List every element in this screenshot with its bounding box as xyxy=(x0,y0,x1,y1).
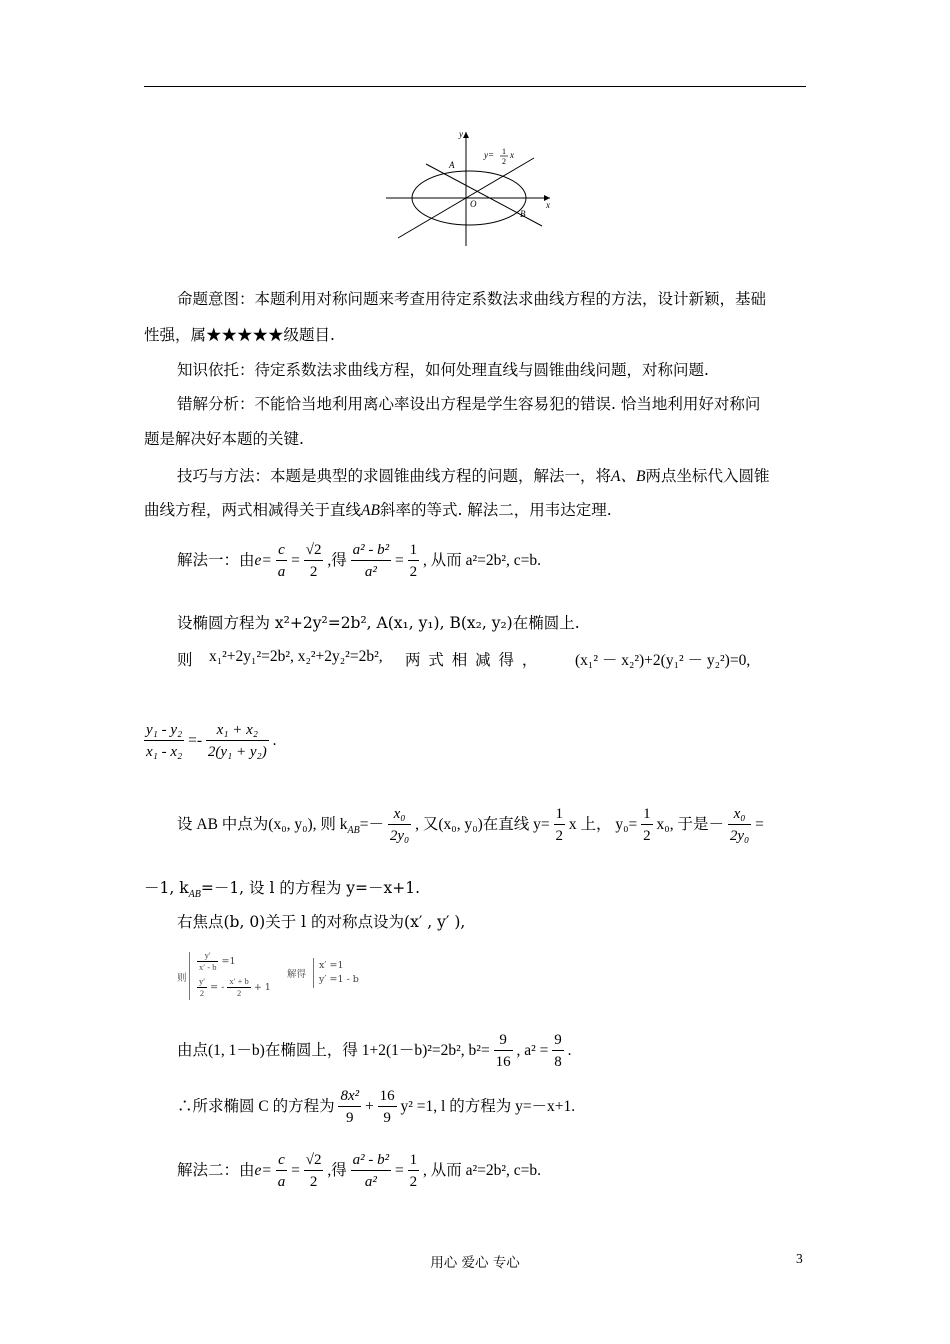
method-line-1: 技巧与方法：本题是典型的求圆锥曲线方程的问题，解法一，将A、B两点坐标代入圆锥 xyxy=(177,467,770,485)
point-line: 由点(1, 1－b)在椭圆上，得 1+2(1－b)²=2b², b²= $\frac{9}{16}$ , a² = $\frac{9}{8}$ . xyxy=(177,1032,572,1070)
frac-1-2: $\frac{1}{2}$ xyxy=(409,542,418,580)
therefore-line: ∴所求椭圆 C 的方程为 $\frac{\text{8x²}}{9}$ + $\frac{16}{9}$ y² =1, l 的方程为 y=－x+1. xyxy=(177,1088,576,1126)
y-axis-label: y xyxy=(459,129,463,139)
solution1-line: 解法一：由e= $\frac{c}{a}$ = $\frac{√2}{2}$ ,得 $\frac{\text{a² - b²}}{\text{a²}}$ = $\frac{1}{2}$ , 从而 a²=2b², c=b. xyxy=(177,540,541,583)
system-equations: 则 $\frac{y'}{x' - b}$ =1 $\frac{y'}{2}$ = - $\frac{x' + b}{2}$ + 1 解得 x′ =1 y′ =1 - b xyxy=(177,950,359,998)
error-line-2: 题是解决好本题的关键. xyxy=(144,430,304,448)
line-label-var: x xyxy=(510,150,514,160)
point-b-label: B xyxy=(520,209,526,219)
header-rule xyxy=(144,86,806,87)
footer-text: 用心 爱心 专心 xyxy=(430,1255,520,1271)
intent-line-1: 命题意图：本题利用对称问题来考查用待定系数法求曲线方程的方法，设计新颖，基础 xyxy=(177,290,767,308)
origin-label: O xyxy=(470,199,477,209)
frac-c-a: $\frac{c}{a}$ xyxy=(277,542,286,580)
subtract-line: 则 x₁²+2y₁²=2b², x₂²+2y₂²=2b², 两 式 相 减 得 ， (x₁² － x₂²)+2(y₁² － y₂²)=0, xyxy=(177,648,751,669)
line-label-lhs: y= xyxy=(484,150,495,160)
error-line-1: 错解分析：不能恰当地利用离心率设出方程是学生容易犯的错误. 恰当地利用好对称问 xyxy=(177,395,761,413)
line-label-den: 2 xyxy=(502,157,506,166)
frac-ab-a2: $\frac{\text{a² - b²}}{\text{a²}}$ xyxy=(352,542,390,580)
intent-line-2: 性强，属★★★★★级题目. xyxy=(144,326,335,344)
ratio-equation: $\frac{\text{y₁ - y₂}}{\text{x₁ - x₂}}$ =- $\frac{\text{x₁ + x₂}}{\text{2(y₁ + y₂)}}$ . xyxy=(146,722,277,760)
point-a-label: A xyxy=(449,160,455,170)
ellipse-figure xyxy=(386,128,554,246)
midpoint-line: 设 AB 中点为(x₀, y₀), 则 $k_{AB}=-$ $\frac{\text{x₀}}{\text{2y₀}}$ , 又(x₀, y₀)在直线 y= $\frac{1}{2}$ x 上， y₀= $\frac{1}{2}$ x₀, 于是－ $\frac{\text{x₀}}{\text{2y₀}}$ = xyxy=(177,806,764,844)
knowledge-line: 知识依托：待定系数法求曲线方程，如何处理直线与圆锥曲线问题，对称问题. xyxy=(177,361,709,379)
frac-sqrt2-2: $\frac{√2}{2}$ xyxy=(305,542,322,580)
x-axis-label: x xyxy=(546,200,550,210)
focus-line: 右焦点(b, 0)关于 l 的对称点设为(x′ , y′ ), xyxy=(177,913,466,931)
method-line-2: 曲线方程，两式相减得关于直线AB斜率的等式. 解法二，用韦达定理. xyxy=(144,501,612,519)
solution2-line: 解法二：由e= $\frac{c}{a}$ = $\frac{√2}{2}$ ,得 $\frac{\text{a² - b²}}{\text{a²}}$ = $\frac{1}{2}$ , 从而 a²=2b², c=b. xyxy=(177,1152,542,1190)
setup-line: 设椭圆方程为 x²+2y²=2b², A(x₁, y₁), B(x₂, y₂)在椭圆上. xyxy=(177,614,580,632)
slope-line: －1, $k_{AB}=-1$, 设 l 的方程为 y=－x+1. xyxy=(144,879,421,901)
page-number: 3 xyxy=(796,1251,803,1266)
line-label-num: 1 xyxy=(502,147,506,156)
